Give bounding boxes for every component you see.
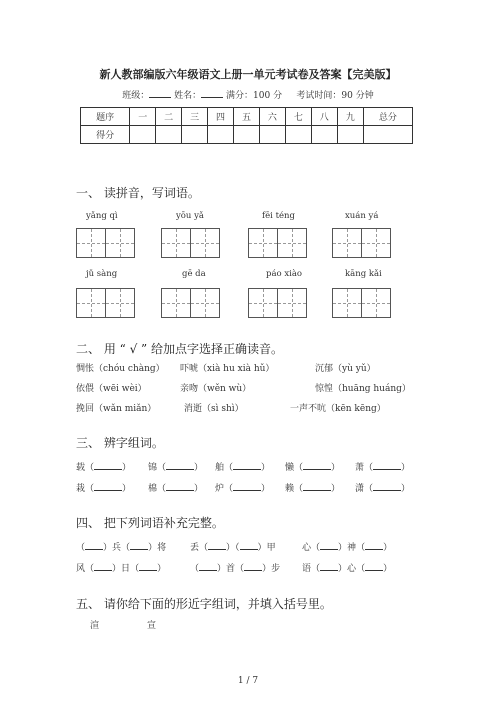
idiom-row: 风（ ）日（ ） <box>76 564 167 574</box>
score-table <box>80 107 413 144</box>
reading-item[interactable]: 依偎（wēi wèi） <box>76 384 147 394</box>
score-header: 二 <box>156 108 182 126</box>
char-label: 赖 <box>285 484 295 494</box>
similar-char: 宣 <box>147 621 157 631</box>
score-cell[interactable] <box>285 126 311 144</box>
exam-time-label: 考试时间：90 分钟 <box>296 91 374 101</box>
char-label: 载 <box>76 463 86 473</box>
idiom-char: 首 <box>226 564 236 574</box>
full-score-label: 满分：100 分 <box>226 91 283 101</box>
answer-blank[interactable] <box>240 541 258 550</box>
answer-blank[interactable] <box>94 562 112 571</box>
pinyin-item: fēi téng <box>262 211 295 221</box>
answer-blank[interactable] <box>303 482 331 491</box>
reading-item[interactable]: 吓唬（xià hu xià hǔ） <box>180 364 275 374</box>
writing-grid[interactable] <box>76 288 135 318</box>
idiom-row: 语（ ）心（ ） <box>302 564 393 574</box>
char-label: 炉 <box>215 484 225 494</box>
idiom-char: 心 <box>302 543 312 553</box>
section-2-heading: 二、 用 “ √ ” 给加点字选择正确读音。 <box>76 342 283 356</box>
writing-grid[interactable] <box>248 228 307 258</box>
idiom-char: 兵 <box>112 543 122 553</box>
idiom-char: 步 <box>271 564 281 574</box>
score-cell[interactable] <box>363 126 412 144</box>
answer-blank[interactable] <box>139 562 157 571</box>
word-group-row: 栽（ ） <box>76 484 132 494</box>
answer-blank[interactable] <box>85 541 103 550</box>
score-header: 九 <box>337 108 363 126</box>
info-line <box>0 88 496 101</box>
writing-grid[interactable] <box>248 288 307 318</box>
idiom-char: 日 <box>121 564 131 574</box>
section-4-heading: 四、 把下列词语补充完整。 <box>76 516 224 530</box>
pinyin-item: xuán yá <box>345 211 379 221</box>
answer-blank[interactable] <box>303 461 331 470</box>
score-header: 五 <box>234 108 260 126</box>
pinyin-item: yōu yǎ <box>176 211 204 221</box>
score-cell[interactable] <box>130 126 156 144</box>
answer-blank[interactable] <box>94 461 122 470</box>
idiom-char: 甲 <box>266 543 276 553</box>
idiom-char: 风 <box>76 564 86 574</box>
word-group-row: 赖（ ） <box>285 484 341 494</box>
writing-grid[interactable] <box>76 228 135 258</box>
pinyin-item: gē da <box>182 269 206 279</box>
similar-char: 渲 <box>90 621 100 631</box>
idiom-char: 心 <box>347 564 357 574</box>
word-group-row: 懒（ ） <box>285 463 341 473</box>
answer-blank[interactable] <box>199 562 217 571</box>
char-label: 萧 <box>355 463 365 473</box>
pinyin-item: páo xiào <box>266 269 303 279</box>
reading-item[interactable]: 亲吻（wěn wù） <box>180 384 252 394</box>
score-header: 四 <box>208 108 234 126</box>
writing-grid[interactable] <box>332 288 391 318</box>
score-table-header-row <box>81 108 413 126</box>
score-row-label: 得分 <box>81 126 130 144</box>
name-label: 姓名： <box>174 91 202 101</box>
answer-blank[interactable] <box>233 482 261 491</box>
word-group-row: 棉（ ） <box>148 484 204 494</box>
answer-blank[interactable] <box>130 541 148 550</box>
writing-grid[interactable] <box>332 228 391 258</box>
idiom-row: 心（ ）神（ ） <box>302 543 393 553</box>
char-label: 栽 <box>76 484 86 494</box>
name-blank[interactable] <box>201 88 223 98</box>
reading-item[interactable]: 消逝（sì shì） <box>184 404 244 414</box>
char-label: 潇 <box>355 484 365 494</box>
page-number: 1 / 7 <box>237 676 259 686</box>
section-1-heading: 一、 读拼音，写词语。 <box>76 186 200 200</box>
score-table-score-row <box>81 126 413 144</box>
idiom-char: 将 <box>157 543 167 553</box>
writing-grid[interactable] <box>161 228 220 258</box>
score-cell[interactable] <box>182 126 208 144</box>
score-header: 一 <box>130 108 156 126</box>
score-cell[interactable] <box>259 126 285 144</box>
answer-blank[interactable] <box>166 461 194 470</box>
answer-blank[interactable] <box>208 541 226 550</box>
score-header: 七 <box>285 108 311 126</box>
idiom-row: （ ）首（ ）步 <box>190 564 281 574</box>
idiom-row: （ ）兵（ ）将 <box>76 543 167 553</box>
pinyin-item: jǔ sàng <box>86 269 118 279</box>
score-header: 六 <box>259 108 285 126</box>
word-group-row: 炉（ ） <box>215 484 271 494</box>
score-header: 总分 <box>363 108 412 126</box>
reading-item[interactable]: 挽回（wǎn miǎn） <box>76 404 157 414</box>
char-label: 舶 <box>215 463 225 473</box>
section-5-heading: 五、 请你给下面的形近字组词，并填入括号里。 <box>76 597 332 611</box>
class-label: 班级： <box>122 91 150 101</box>
pinyin-item: yǎng qì <box>86 211 118 221</box>
answer-blank[interactable] <box>166 482 194 491</box>
answer-blank[interactable] <box>244 562 262 571</box>
idiom-char: 神 <box>347 543 357 553</box>
score-header: 八 <box>311 108 337 126</box>
word-group-row: 舶（ ） <box>215 463 271 473</box>
score-cell[interactable] <box>337 126 363 144</box>
pinyin-item: kāng kǎi <box>345 269 382 279</box>
char-label: 棉 <box>148 484 158 494</box>
doc-title: 新人教部编版六年级语文上册一单元考试卷及答案【完美版】 <box>99 68 397 81</box>
answer-blank[interactable] <box>373 461 401 470</box>
reading-item[interactable]: 惊惶（huāng huáng） <box>315 384 411 394</box>
answer-blank[interactable] <box>94 482 122 491</box>
word-group-row: 锦（ ） <box>148 463 204 473</box>
score-cell[interactable] <box>156 126 182 144</box>
char-label: 懒 <box>285 463 295 473</box>
answer-blank[interactable] <box>320 541 338 550</box>
char-label: 锦 <box>148 463 158 473</box>
answer-blank[interactable] <box>373 482 401 491</box>
score-cell[interactable] <box>311 126 337 144</box>
reading-item[interactable]: 一声不吭（kēn kēng） <box>290 404 386 414</box>
score-cell[interactable] <box>234 126 260 144</box>
answer-blank[interactable] <box>233 461 261 470</box>
score-cell[interactable] <box>208 126 234 144</box>
reading-item[interactable]: 惆怅（chóu chàng） <box>76 364 165 374</box>
answer-blank[interactable] <box>365 562 383 571</box>
writing-grid[interactable] <box>161 288 220 318</box>
word-group-row: 载（ ） <box>76 463 132 473</box>
idiom-char: 丢 <box>190 543 200 553</box>
answer-blank[interactable] <box>365 541 383 550</box>
idiom-char: 语 <box>302 564 312 574</box>
class-blank[interactable] <box>149 88 171 98</box>
section-3-heading: 三、 辨字组词。 <box>76 436 164 450</box>
word-group-row: 萧（ ） <box>355 463 411 473</box>
word-group-row: 潇（ ） <box>355 484 411 494</box>
idiom-row: 丢（ ）（ ）甲 <box>190 543 276 553</box>
score-header: 题序 <box>81 108 130 126</box>
answer-blank[interactable] <box>320 562 338 571</box>
score-header: 三 <box>182 108 208 126</box>
reading-item[interactable]: 沉郁（yù yǔ） <box>315 364 376 374</box>
